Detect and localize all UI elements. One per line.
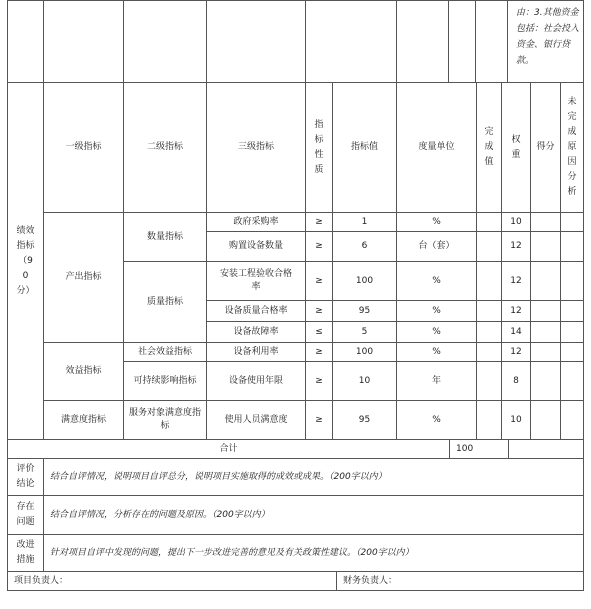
- indicator-name: 设备利用率: [206, 342, 306, 362]
- indicator-reason: [560, 300, 584, 322]
- subgroup-quality: 质量指标: [123, 261, 207, 343]
- top-blank-cell: [475, 0, 508, 83]
- evaluation-label: 评价结论: [7, 458, 44, 496]
- indicator-score: [530, 231, 561, 262]
- top-blank-cell: [448, 0, 476, 83]
- indicator-completed: [476, 212, 502, 232]
- indicator-unit: %: [396, 400, 477, 440]
- indicator-nature: ≥: [305, 261, 333, 301]
- indicator-name: 设备质量合格率: [206, 300, 306, 322]
- indicator-unit: %: [396, 321, 477, 343]
- indicator-value: 5: [332, 321, 397, 343]
- indicator-name: 政府采购率: [206, 212, 306, 232]
- subgroup-service: 服务对象满意度指标: [123, 400, 207, 440]
- subgroup-quantity: 数量指标: [123, 212, 207, 262]
- indicator-unit: %: [396, 342, 477, 362]
- top-blank-cell: [206, 0, 306, 83]
- indicator-value: 95: [332, 400, 397, 440]
- problems-label: 存在问题: [7, 495, 44, 535]
- indicator-completed: [476, 361, 502, 401]
- header-reason: 未完成原因分析: [560, 82, 584, 213]
- subgroup-sustain: 可持续影响指标: [123, 361, 207, 401]
- indicator-nature: ≥: [305, 400, 333, 440]
- indicator-weight: 12: [501, 231, 531, 262]
- indicator-completed: [476, 321, 502, 343]
- indicator-nature: ≤: [305, 321, 333, 343]
- indicator-name: 安装工程验收合格率: [206, 261, 306, 301]
- indicator-reason: [560, 400, 584, 440]
- perf-indicator-label: 绩效指标（90分）: [7, 82, 44, 440]
- indicator-unit: %: [396, 212, 477, 232]
- finance-lead-label: 财务负责人：: [336, 571, 584, 591]
- header-completed: 完成值: [476, 82, 502, 213]
- indicator-reason: [560, 261, 584, 301]
- top-blank-cell: [7, 0, 44, 83]
- indicator-nature: ≥: [305, 342, 333, 362]
- indicator-weight: 14: [501, 321, 531, 343]
- top-blank-cell: [123, 0, 207, 83]
- total-label: 合计: [7, 439, 450, 459]
- indicator-value: 6: [332, 231, 397, 262]
- indicator-name: 使用人员满意度: [206, 400, 306, 440]
- indicator-reason: [560, 321, 584, 343]
- indicator-unit: %: [396, 261, 477, 301]
- indicator-score: [530, 400, 561, 440]
- top-blank-cell: [43, 0, 124, 83]
- indicator-value: 100: [332, 261, 397, 301]
- indicator-reason: [560, 361, 584, 401]
- measures-text: 针对项目自评中发现的问题，提出下一步改进完善的意见及有关政策性建议。（200字以内）: [43, 534, 584, 572]
- top-blank-cell: [305, 0, 397, 83]
- header-value: 指标值: [332, 82, 397, 213]
- top-blank-cell: [396, 0, 449, 83]
- group-benefit: 效益指标: [43, 342, 124, 401]
- indicator-weight: 8: [501, 361, 531, 401]
- header-nature: 指标性质: [305, 82, 333, 213]
- indicator-score: [530, 321, 561, 343]
- total-blank: [508, 439, 584, 459]
- indicator-value: 1: [332, 212, 397, 232]
- subgroup-social: 社会效益指标: [123, 342, 207, 362]
- indicator-score: [530, 212, 561, 232]
- indicator-score: [530, 261, 561, 301]
- indicator-reason: [560, 212, 584, 232]
- indicator-weight: 12: [501, 342, 531, 362]
- indicator-score: [530, 361, 561, 401]
- indicator-nature: ≥: [305, 300, 333, 322]
- indicator-value: 10: [332, 361, 397, 401]
- header-unit: 度量单位: [396, 82, 477, 213]
- indicator-reason: [560, 231, 584, 262]
- header-level1: 一级指标: [43, 82, 124, 213]
- indicator-nature: ≥: [305, 361, 333, 401]
- indicator-completed: [476, 231, 502, 262]
- indicator-completed: [476, 400, 502, 440]
- measures-label: 改进措施: [7, 534, 44, 572]
- total-value: 100: [449, 439, 509, 459]
- indicator-name: 设备故障率: [206, 321, 306, 343]
- evaluation-text: 结合自评情况，说明项目自评总分，说明项目实施取得的成效或成果。（200字以内）: [43, 458, 584, 496]
- indicator-nature: ≥: [305, 231, 333, 262]
- header-score: 得分: [530, 82, 561, 213]
- header-weight: 权重: [501, 82, 531, 213]
- indicator-name: 购置设备数量: [206, 231, 306, 262]
- header-level2: 二级指标: [123, 82, 207, 213]
- indicator-weight: 10: [501, 212, 531, 232]
- indicator-unit: 台（套）: [396, 231, 477, 262]
- group-satisfaction: 满意度指标: [43, 400, 124, 440]
- indicator-value: 95: [332, 300, 397, 322]
- top-note: 由：3.其他资金包括：社会投入资金、银行贷款。: [507, 0, 584, 83]
- indicator-weight: 12: [501, 300, 531, 322]
- indicator-completed: [476, 261, 502, 301]
- indicator-weight: 10: [501, 400, 531, 440]
- indicator-completed: [476, 300, 502, 322]
- problems-text: 结合自评情况，分析存在的问题及原因。（200字以内）: [43, 495, 584, 535]
- indicator-name: 设备使用年限: [206, 361, 306, 401]
- header-level3: 三级指标: [206, 82, 306, 213]
- indicator-unit: %: [396, 300, 477, 322]
- indicator-completed: [476, 342, 502, 362]
- indicator-score: [530, 300, 561, 322]
- indicator-unit: 年: [396, 361, 477, 401]
- indicator-value: 100: [332, 342, 397, 362]
- group-output: 产出指标: [43, 212, 124, 343]
- indicator-reason: [560, 342, 584, 362]
- project-lead-label: 项目负责人：: [7, 571, 337, 591]
- indicator-weight: 12: [501, 261, 531, 301]
- indicator-nature: ≥: [305, 212, 333, 232]
- indicator-score: [530, 342, 561, 362]
